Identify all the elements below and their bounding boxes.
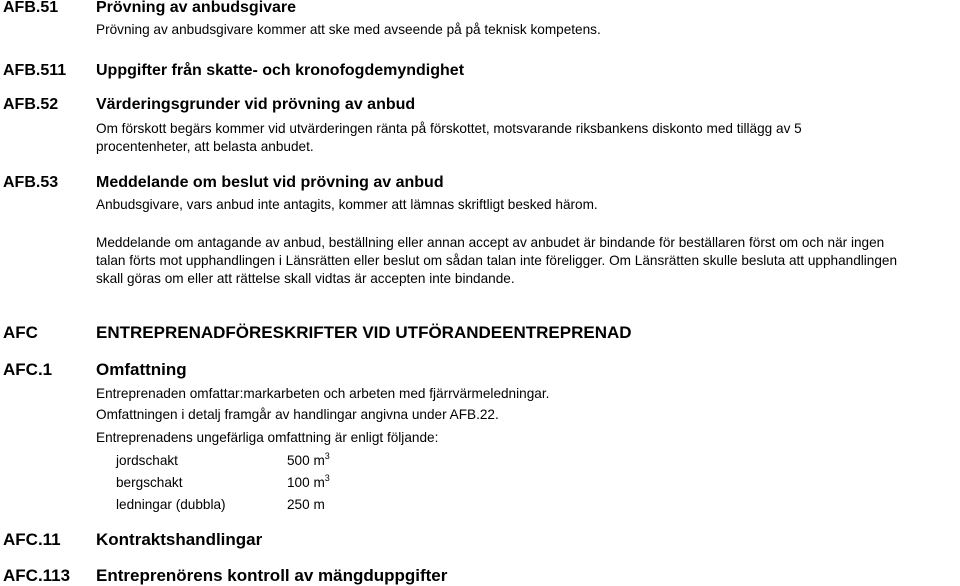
section-text-afb53-2-line2: talan förts mot upphandlingen i Länsrätten eller beslut om sådan talan inte föreligger. Om Länsrätten skulle besluta att upphandlingen <box>96 253 898 268</box>
section-text-afb53-1: Anbudsgivare, vars anbud inte antagits, kommer att lämnas skriftligt besked härom. <box>96 197 598 212</box>
section-code-afb51: AFB.51 <box>3 0 59 16</box>
section-heading-afc113: Entreprenörens kontroll av mängduppgifter <box>96 566 448 585</box>
quantity-name: jordschakt <box>116 453 178 468</box>
section-code-afc1: AFC.1 <box>3 360 53 379</box>
section-text-afb51: Prövning av anbudsgivare kommer att ske med avseende på på teknisk kompetens. <box>96 22 601 37</box>
quantity-name: ledningar (dubbla) <box>116 497 226 512</box>
quantity-value: 250 m <box>287 497 325 512</box>
section-code-afc11: AFC.11 <box>3 530 61 549</box>
section-heading-afc11: Kontraktshandlingar <box>96 530 263 549</box>
section-text-afb52-line2: procentenheter, att belasta anbudet. <box>96 139 314 154</box>
section-text-afb53-2-line1: Meddelande om antagande av anbud, beställning eller annan accept av anbudet är bindande för beställaren först om och när ingen <box>96 235 885 250</box>
section-heading-afb53: Meddelande om beslut vid prövning av anbud <box>96 174 444 191</box>
section-code-afb511: AFB.511 <box>3 62 67 79</box>
section-heading-afb511: Uppgifter från skatte- och kronofogdemyndighet <box>96 62 465 79</box>
quantity-value: 100 $m^3$ <box>287 473 330 490</box>
section-code-afc: AFC <box>3 323 38 342</box>
section-heading-afc1: Omfattning <box>96 360 187 379</box>
section-text-afb53-2-line3: skall göras om eller att rättelse skall vidtas är accepten inte bindande. <box>96 271 515 286</box>
section-text-afb52-line1: Om förskott begärs kommer vid utvärderingen ränta på förskottet, motsvarande riksbankens diskonto med tillägg av 5 <box>96 121 802 136</box>
section-code-afc113: AFC.113 <box>3 566 71 585</box>
section-text-afc1-3: Entreprenadens ungefärliga omfattning är enligt följande: <box>96 430 439 445</box>
quantity-value: 500 $m^3$ <box>287 451 330 468</box>
section-code-afb52: AFB.52 <box>3 96 59 113</box>
section-text-afc1-1: Entreprenaden omfattar:markarbeten och arbeten med fjärrvärmeledningar. <box>96 386 550 401</box>
quantity-name: bergschakt <box>116 475 183 490</box>
section-heading-afc: ENTREPRENADFÖRESKRIFTER VID UTFÖRANDEENTREPRENAD <box>96 323 632 342</box>
section-heading-afb52: Värderingsgrunder vid prövning av anbud <box>96 96 416 113</box>
section-code-afb53: AFB.53 <box>3 174 59 191</box>
section-heading-afb51: Prövning av anbudsgivare <box>96 0 297 16</box>
section-text-afc1-2: Omfattningen i detalj framgår av handlingar angivna under AFB.22. <box>96 407 499 422</box>
